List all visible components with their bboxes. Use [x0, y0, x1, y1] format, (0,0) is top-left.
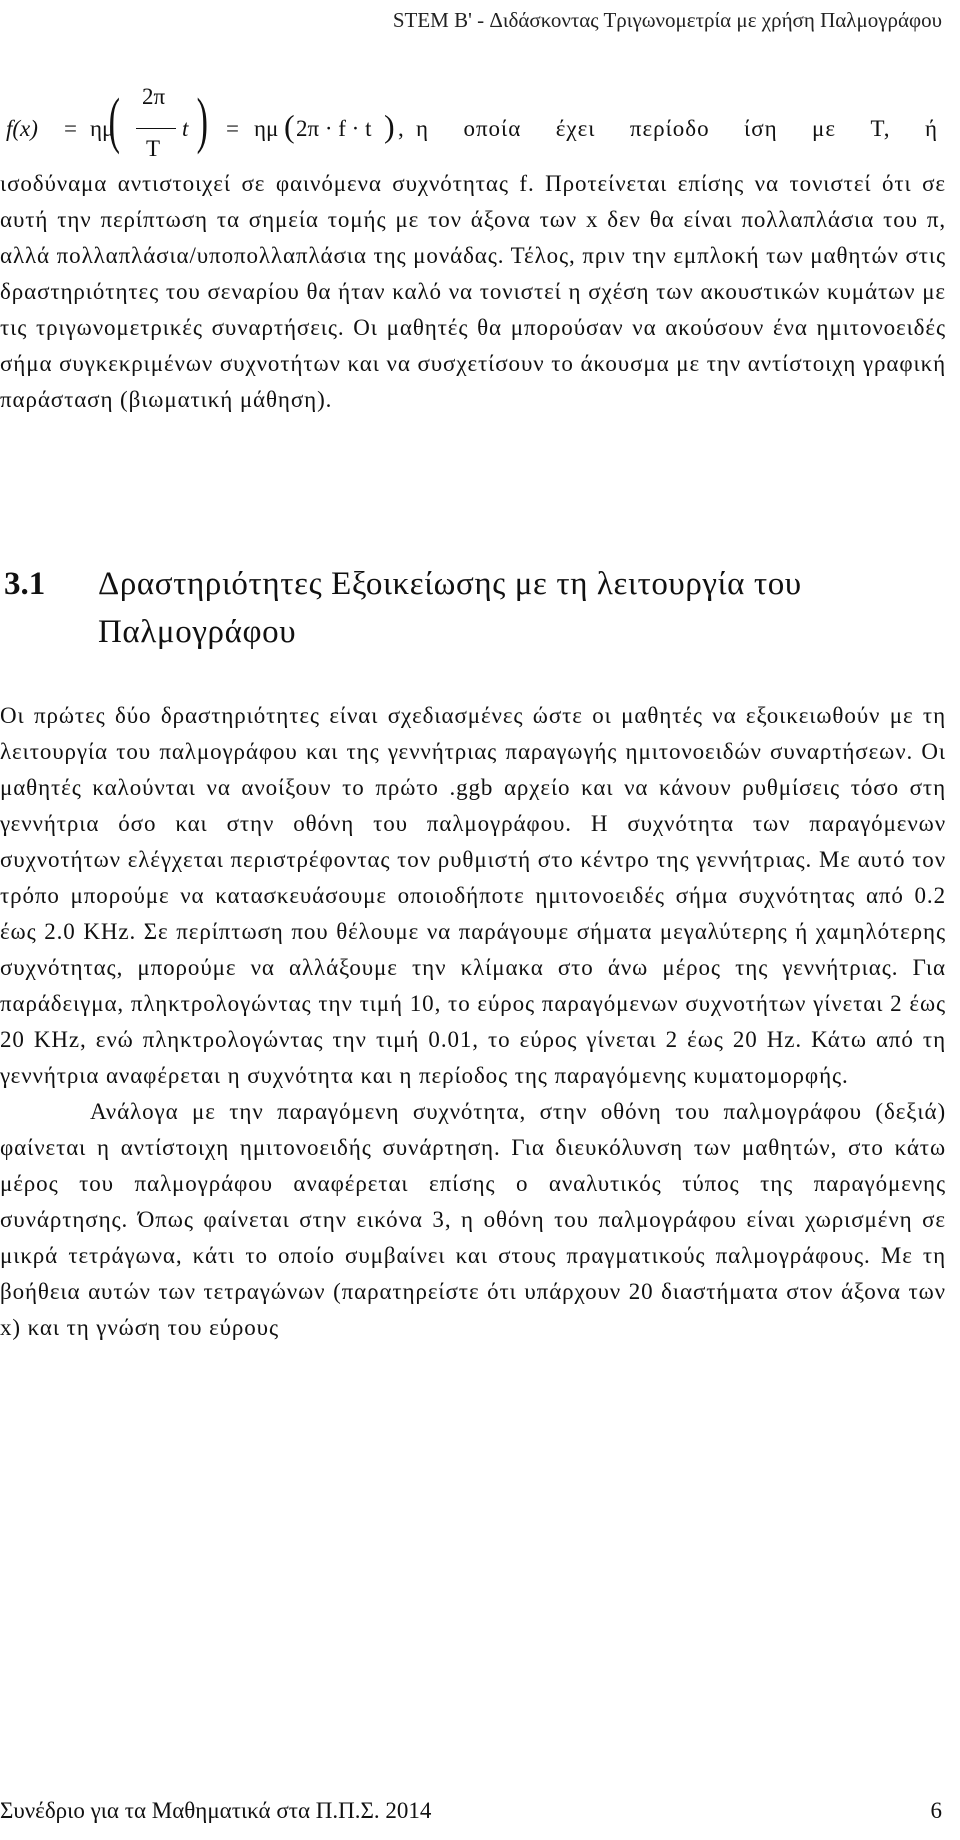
formula-open-paren: ( — [108, 87, 121, 155]
section-number: 3.1 — [4, 566, 46, 602]
formula-equals-2: = — [226, 116, 239, 141]
formula-line — [6, 80, 936, 172]
suffix-word: ίση — [744, 116, 778, 141]
suffix-word: οποία — [463, 116, 522, 141]
formula-func-1: ημ — [90, 116, 115, 141]
formula-numerator: 2π — [142, 84, 166, 109]
formula-comma: , — [398, 116, 404, 141]
body-paragraph-2: Ανάλογα με την παραγόμενη συχνότητα, στην οθόνη του παλμογράφου (δεξιά) φαίνεται η αντίστοιχη ημιτονοειδής συνάρτηση. Για διευκόλυνση των μαθητών, στο κάτω μέρος του παλμογράφου αναφέρεται επίσης ο αναλυτικός τύπος της παραγόμενης συνάρτησης. Όπως φαίνεται στην εικόνα 3, η οθόνη του παλμογράφου είναι χωρισμένη σε μικρά τετράγωνα, κάτι το οποίο συμβαίνει και στους πραγματικούς παλμογράφους. Με τη βοήθεια αυτών των τετραγώνων (παρατηρείστε ότι υπάρχουν 20 διαστήματα στον άξονα των x) και τη γνώση του εύρους — [0, 1099, 946, 1340]
formula-lhs: f(x) — [6, 116, 38, 141]
formula-func-2: ημ — [254, 116, 279, 141]
page-footer — [0, 1796, 942, 1826]
intro-paragraph: ισοδύναμα αντιστοιχεί σε φαινόμενα συχνότητας f. Προτείνεται επίσης να τονιστεί ότι σε αυτή την περίπτωση τα σημεία τομής με τον άξονα των x δεν θα είναι πολλαπλάσια του π, αλλά πολλαπλάσια/υποπολλαπλάσια της μονάδας. Τέλος, πριν την εμπλοκή των μαθητών στις δραστηριότητες του σεναρίου θα ήταν καλό να τονιστεί η σχέση των ακουστικών κυμάτων με τις τριγωνομετρικές συναρτήσεις. Οι μαθητές θα μπορούσαν να ακούσουν ένα ημιτονοειδές σήμα συγκεκριμένων συχνοτήτων και να συσχετίσουν το άκουσμα με την αντίστοιχη γραφική παράσταση (βιωματική μάθηση). — [0, 171, 946, 412]
formula-open-paren-2: ( — [284, 108, 295, 144]
sine-formula — [6, 80, 426, 172]
formula-fraction-bar — [136, 128, 176, 129]
formula-argument: 2π · f · t — [296, 116, 372, 141]
formula-suffix-text — [416, 116, 938, 142]
suffix-word: έχει — [555, 116, 596, 141]
suffix-word: ή — [924, 116, 938, 141]
section-title: Δραστηριότητες Εξοικείωσης με τη λειτουργία του Παλμογράφου — [98, 566, 802, 650]
suffix-word: η — [416, 116, 430, 141]
section-body — [0, 698, 946, 1346]
formula-close-paren-2: ) — [384, 108, 395, 144]
suffix-word: περίοδο — [629, 116, 710, 141]
footer-conference: Συνέδριο για τα Μαθηματικά στα Π.Π.Σ. 2014 — [0, 1798, 432, 1823]
formula-denominator: T — [146, 136, 161, 161]
formula-variable-t: t — [182, 116, 189, 141]
intro-paragraph-block — [0, 166, 946, 418]
body-paragraph-1: Οι πρώτες δύο δραστηριότητες είναι σχεδιασμένες ώστε οι μαθητές να εξοικειωθούν με τη λειτουργία του παλμογράφου και της γεννήτριας παραγωγής ημιτονοειδών συναρτήσεων. Οι μαθητές καλούνται να ανοίξουν το πρώτο .ggb αρχείο και να κάνουν ρυθμίσεις τόσο στη γεννήτρια όσο και στην οθόνη του παλμογράφου. Η συχνότητα των παραγόμενων συχνοτήτων ελέγχεται περιστρέφοντας τον ρυθμιστή στο κέντρο της γεννήτριας. Με αυτό τον τρόπο μπορούμε να κατασκευάσουμε οποιοδήποτε ημιτονοειδές σήμα συχνότητας από 0.2 έως 2.0 KHz. Σε περίπτωση που θέλουμε να παράγουμε σήματα μεγαλύτερης ή χαμηλότερης συχνότητας, μπορούμε να αλλάξουμε την κλίμακα στο άνω μέρος της γεννήτριας. Για παράδειγμα, πληκτρολογώντας την τιμή 10, το εύρος παραγόμενων συχνοτήτων γίνεται 2 έως 20 KHz, ενώ πληκτρολογώντας την τιμή 0.01, το εύρος γίνεται 2 έως 20 Hz. Κάτω από τη γεννήτρια αναφέρεται η συχνότητα και η περίοδος της παραγόμενης κυματομορφής. — [0, 703, 946, 1088]
formula-close-paren: ) — [196, 87, 209, 155]
formula-equals-1: = — [64, 116, 77, 141]
suffix-word: με — [812, 116, 837, 141]
page-header: STEM B' - Διδάσκοντας Τριγωνομετρία με χρήση Παλμογράφου — [392, 8, 942, 32]
footer-page-number: 6 — [930, 1798, 942, 1823]
suffix-word: T, — [870, 116, 891, 141]
